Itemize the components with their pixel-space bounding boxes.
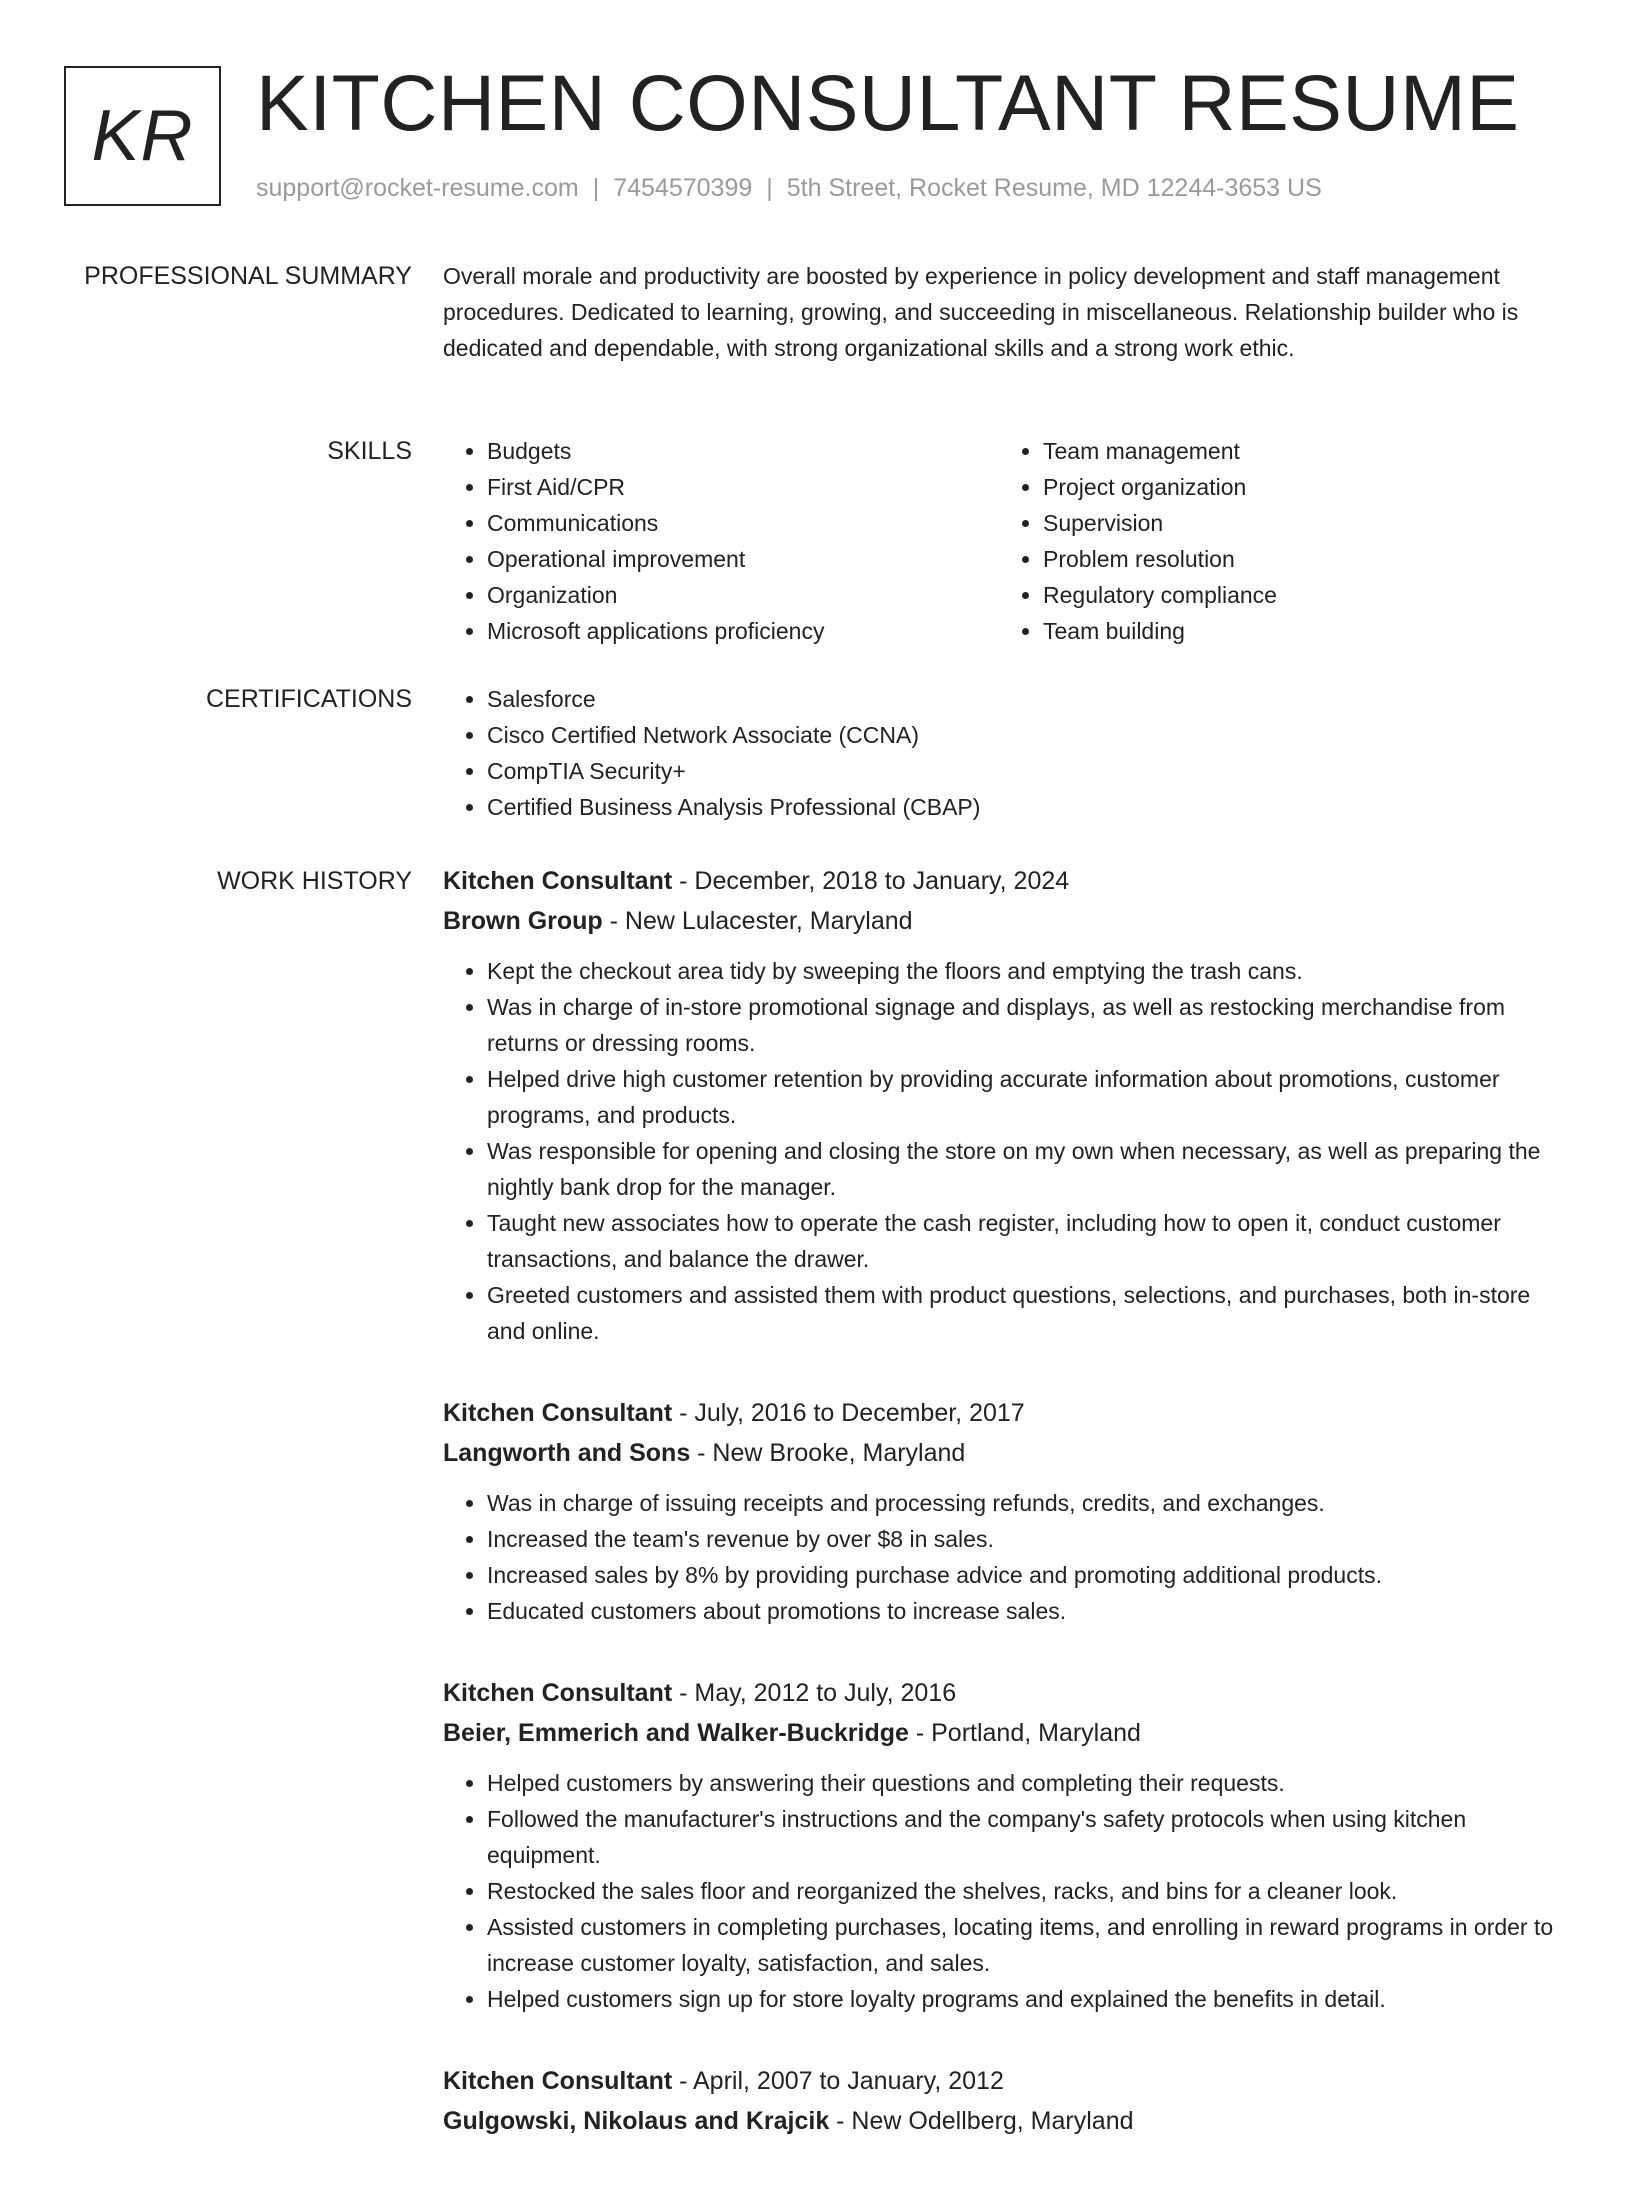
summary-heading: PROFESSIONAL SUMMARY bbox=[84, 262, 412, 290]
job-duty: • Helped customers sign up for store loyalty programs and explained the benefits in detail. bbox=[487, 1981, 1555, 2017]
job-duty: • Increased sales by 8% by providing purchase advice and promoting additional products. bbox=[487, 1557, 1555, 1593]
summary-text: Overall morale and productivity are boosted by experience in policy development and staff management procedures. Dedicated to learning, growing, and succeeding in miscellaneous. Relationship builder who is dedicated and dependable, with strong organizational skills and a strong work ethic. bbox=[443, 263, 1519, 361]
job-location: - New Lulacester, Maryland bbox=[602, 907, 913, 935]
skill-item: • Team management bbox=[1043, 433, 1555, 469]
job-dates: - May, 2012 to July, 2016 bbox=[672, 1679, 957, 1707]
skill-item: • Microsoft applications proficiency bbox=[487, 613, 999, 649]
job-duty: • Increased the team's revenue by over $8 in sales. bbox=[487, 1521, 1555, 1557]
skill-item: • Supervision bbox=[1043, 505, 1555, 541]
job-entry bbox=[443, 1673, 1555, 2017]
job-company-line bbox=[443, 901, 1555, 941]
job-duty: • Educated customers about promotions to increase sales. bbox=[487, 1593, 1555, 1629]
skills-list-right bbox=[999, 433, 1555, 649]
certification-item: • Salesforce bbox=[487, 681, 1555, 717]
contact-separator: | bbox=[592, 174, 600, 202]
job-company-line bbox=[443, 2101, 1555, 2141]
certification-item: • Cisco Certified Network Associate (CCNA) bbox=[487, 717, 1555, 753]
job-entry bbox=[443, 1393, 1555, 1629]
job-title-line bbox=[443, 1393, 1555, 1433]
skill-item: • First Aid/CPR bbox=[487, 469, 999, 505]
job-entry bbox=[443, 861, 1555, 1349]
job-duty: • Was in charge of issuing receipts and processing refunds, credits, and exchanges. bbox=[487, 1485, 1555, 1521]
job-dates: - April, 2007 to January, 2012 bbox=[672, 2067, 1004, 2095]
job-entry bbox=[443, 2061, 1555, 2141]
monogram-logo bbox=[64, 66, 221, 206]
job-company: Langworth and Sons bbox=[443, 1439, 691, 1467]
job-duty: • Followed the manufacturer's instructions and the company's safety protocols when using kitchen equipment. bbox=[487, 1801, 1555, 1873]
monogram-initials: KR bbox=[91, 96, 194, 176]
skill-item: • Regulatory compliance bbox=[1043, 577, 1555, 613]
certification-item: • CompTIA Security+ bbox=[487, 753, 1555, 789]
skill-item: • Budgets bbox=[487, 433, 999, 469]
skills-list-left bbox=[443, 433, 999, 649]
job-location: - New Odellberg, Maryland bbox=[829, 2107, 1134, 2135]
job-location: - New Brooke, Maryland bbox=[690, 1439, 966, 1467]
job-company: Beier, Emmerich and Walker-Buckridge bbox=[443, 1719, 909, 1747]
resume-title: KITCHEN CONSULTANT RESUME bbox=[256, 58, 1520, 147]
job-dates: - December, 2018 to January, 2024 bbox=[672, 867, 1070, 895]
skill-item: • Project organization bbox=[1043, 469, 1555, 505]
job-duty: • Helped drive high customer retention by providing accurate information about promotions, customer programs, and products. bbox=[487, 1061, 1555, 1133]
skill-item: • Operational improvement bbox=[487, 541, 999, 577]
skill-item: • Organization bbox=[487, 577, 999, 613]
job-duties bbox=[443, 953, 1555, 1349]
job-duty: • Taught new associates how to operate the cash register, including how to open it, conduct customer transactions, and balance the drawer. bbox=[487, 1205, 1555, 1277]
job-company-line bbox=[443, 1713, 1555, 1753]
job-title: Kitchen Consultant bbox=[443, 2067, 673, 2095]
skills-heading: SKILLS bbox=[327, 437, 412, 465]
job-title-line bbox=[443, 861, 1555, 901]
certifications-heading: CERTIFICATIONS bbox=[205, 685, 412, 713]
skill-item: • Problem resolution bbox=[1043, 541, 1555, 577]
skill-item: • Communications bbox=[487, 505, 999, 541]
job-title: Kitchen Consultant bbox=[443, 1679, 673, 1707]
job-title: Kitchen Consultant bbox=[443, 867, 673, 895]
job-duty: • Greeted customers and assisted them with product questions, selections, and purchases, both in-store and online. bbox=[487, 1277, 1555, 1349]
work-history-heading: WORK HISTORY bbox=[217, 867, 412, 895]
job-duty: • Restocked the sales floor and reorganized the shelves, racks, and bins for a cleaner look. bbox=[487, 1873, 1555, 1909]
contact-email: support@rocket-resume.com bbox=[256, 174, 579, 202]
job-duty: • Helped customers by answering their questions and completing their requests. bbox=[487, 1765, 1555, 1801]
job-duty: • Kept the checkout area tidy by sweeping the floors and emptying the trash cans. bbox=[487, 953, 1555, 989]
job-company: Brown Group bbox=[443, 907, 603, 935]
job-title-line bbox=[443, 1673, 1555, 1713]
job-company-line bbox=[443, 1433, 1555, 1473]
job-duties bbox=[443, 1485, 1555, 1629]
job-title-line bbox=[443, 2061, 1555, 2101]
job-duty: • Was in charge of in-store promotional signage and displays, as well as restocking merchandise from returns or dressing rooms. bbox=[487, 989, 1555, 1061]
skill-item: • Team building bbox=[1043, 613, 1555, 649]
contact-address: 5th Street, Rocket Resume, MD 12244-3653 US bbox=[786, 174, 1322, 202]
job-location: - Portland, Maryland bbox=[908, 1719, 1141, 1747]
job-duty: • Was responsible for opening and closing the store on my own when necessary, as well as preparing the nightly bank drop for the manager. bbox=[487, 1133, 1555, 1205]
job-duties bbox=[443, 1765, 1555, 2017]
contact-separator: | bbox=[766, 174, 773, 202]
certifications-list bbox=[443, 681, 1555, 825]
job-title: Kitchen Consultant bbox=[443, 1399, 673, 1427]
contact-line bbox=[256, 174, 1322, 203]
contact-phone: 7454570399 bbox=[613, 174, 753, 202]
certification-item: • Certified Business Analysis Professional (CBAP) bbox=[487, 789, 1555, 825]
job-duty: • Assisted customers in completing purchases, locating items, and enrolling in reward programs in order to increase customer loyalty, satisfaction, and sales. bbox=[487, 1909, 1555, 1981]
job-company: Gulgowski, Nikolaus and Krajcik bbox=[443, 2107, 830, 2135]
job-dates: - July, 2016 to December, 2017 bbox=[672, 1399, 1025, 1427]
